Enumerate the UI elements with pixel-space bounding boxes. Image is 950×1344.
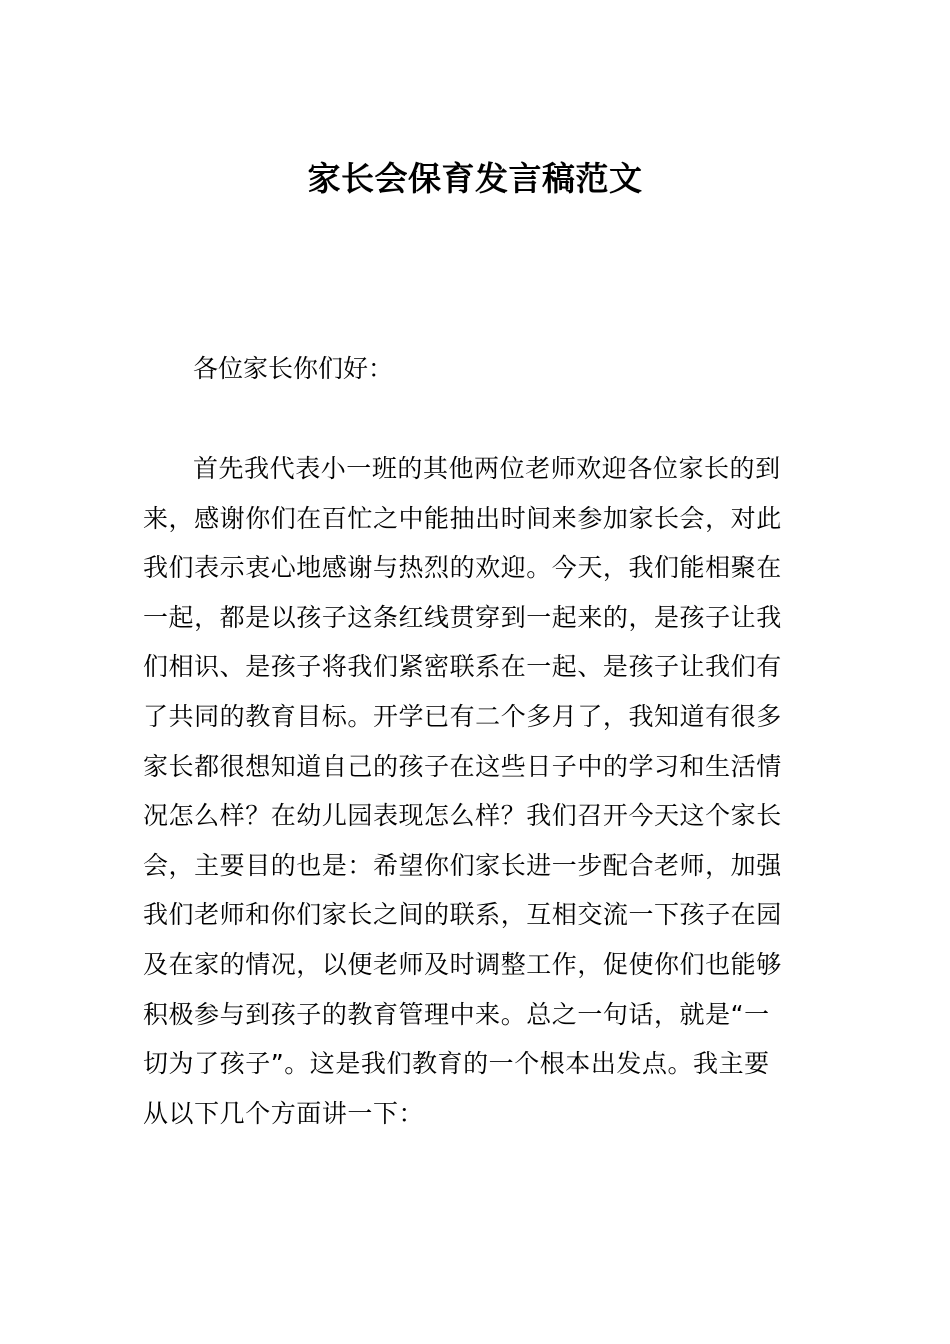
- paragraph-line: 况怎么样？在幼儿园表现怎么样？我们召开今天这个家长: [143, 801, 782, 831]
- paragraph-line: 积极参与到孩子的教育管理中来。总之一句话，就是“一: [143, 999, 770, 1029]
- paragraph-line: 们相识、是孩子将我们紧密联系在一起、是孩子让我们有: [143, 652, 782, 682]
- paragraph-line: 及在家的情况，以便老师及时调整工作，促使你们也能够: [143, 949, 782, 979]
- paragraph-line: 会，主要目的也是：希望你们家长进一步配合老师，加强: [143, 850, 782, 880]
- paragraph-line: 从以下几个方面讲一下：: [143, 1098, 425, 1128]
- paragraph-line: 了共同的教育目标。开学已有二个多月了，我知道有很多: [143, 701, 782, 731]
- paragraph-line: 我们老师和你们家长之间的联系，互相交流一下孩子在园: [143, 900, 782, 930]
- body-paragraph: [143, 450, 813, 1144]
- paragraph-line: 切为了孩子”。这是我们教育的一个根本出发点。我主要: [143, 1049, 770, 1079]
- paragraph-line: 一起，都是以孩子这条红线贯穿到一起来的，是孩子让我: [143, 602, 782, 632]
- greeting-line: 各位家长你们好：: [193, 354, 394, 383]
- paragraph-line: 家长都很想知道自己的孩子在这些日子中的学习和生活情: [143, 751, 782, 781]
- paragraph-line: 我们表示衷心地感谢与热烈的欢迎。今天，我们能相聚在: [143, 553, 782, 583]
- document-title: 家长会保育发言稿范文: [307, 159, 643, 198]
- paragraph-line: 首先我代表小一班的其他两位老师欢迎各位家长的到: [193, 454, 781, 483]
- paragraph-line: 来，感谢你们在百忙之中能抽出时间来参加家长会，对此: [143, 503, 782, 533]
